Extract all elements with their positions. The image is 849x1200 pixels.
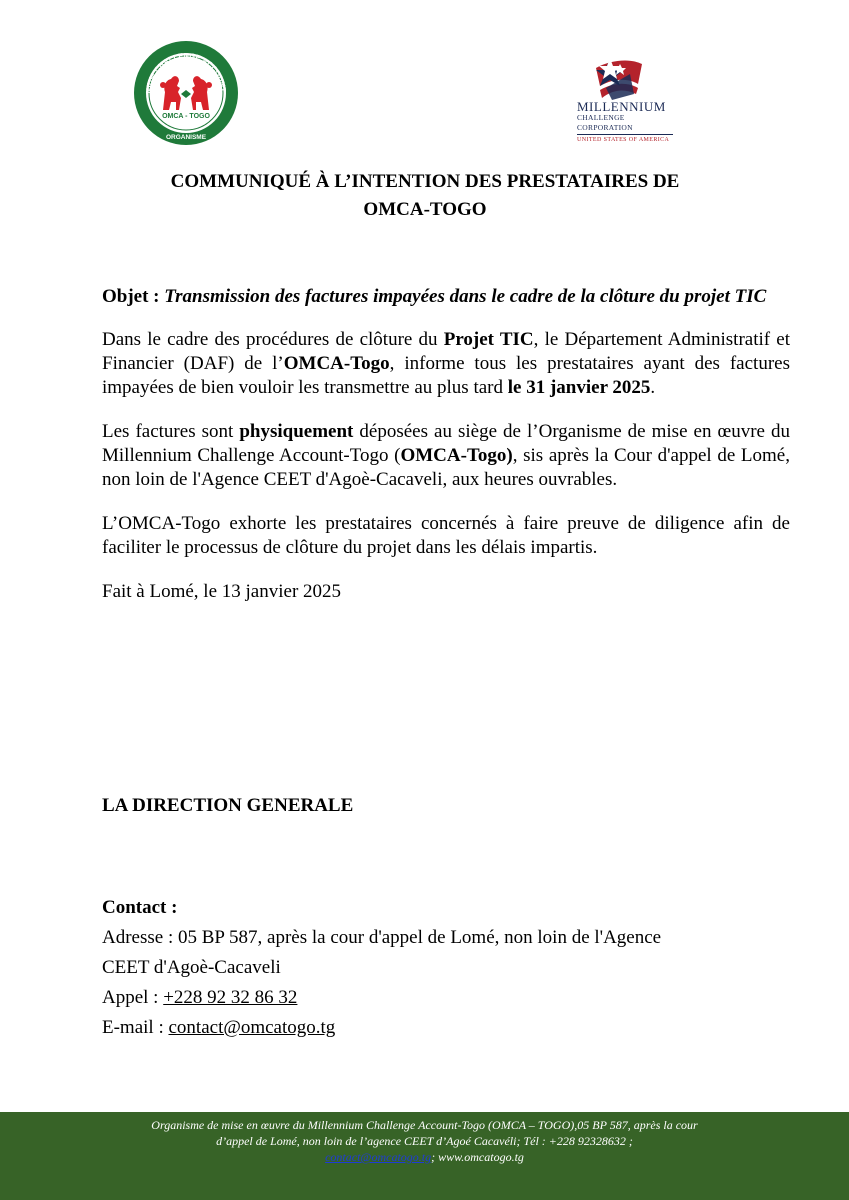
p2-b: physiquement xyxy=(239,421,354,442)
p1-c: , le Département Administratif et Financier (DAF) de l’ xyxy=(102,329,790,374)
p2-f: après la Cour d'appel de Lomé, non loin de l'Agence CEET d'Agoè-Cacaveli, xyxy=(102,445,790,490)
objet-text: Transmission des factures impayées dans le cadre de la clôture du projet TIC xyxy=(164,286,767,307)
phone-link[interactable]: +228 92 32 86 32 xyxy=(163,987,298,1008)
omca-logo-graphic xyxy=(133,40,239,146)
mcc-line-1: MILLENNIUM xyxy=(577,99,666,114)
contact-phone xyxy=(102,983,792,1013)
footer-separator: ; xyxy=(431,1150,439,1164)
email-label: E-mail : xyxy=(102,1017,169,1038)
mcc-line-3: UNITED STATES OF AMERICA xyxy=(577,134,673,145)
omca-ring-text: NIUM CHALLENGE ACCOUNT xyxy=(143,50,229,94)
title-line-1: COMMUNIQUÉ À L’INTENTION DES PRESTATAIRES DE xyxy=(170,171,680,192)
page-title xyxy=(120,168,730,224)
paragraph-1 xyxy=(102,328,790,400)
paragraph-3: L’OMCA-Togo exhorte les prestataires concernés à faire preuve de diligence afin de faciliter le processus de clôture du projet dans les délais impartis. xyxy=(102,513,790,558)
footer-line-1: Organisme de mise en œuvre du Millennium Challenge Account-Togo (OMCA – TOGO),05 BP 587, après la cour xyxy=(151,1118,698,1132)
title-line-2: OMCA-TOGO xyxy=(363,199,487,220)
p1-e: , informe tous les prestataires ayant des factures impayées de bien vouloir les transmettre au plus tard xyxy=(102,353,790,398)
p1-g: . xyxy=(650,377,656,398)
footer-line-3 xyxy=(85,1149,765,1165)
footer-line-2: d’appel de Lomé, non loin de l’agence CEET d’Agoé Cacavéli; Tél : +228 92328632 ; xyxy=(216,1134,633,1148)
email-link[interactable]: contact@omcatogo.tg xyxy=(168,1017,336,1038)
p1-f: le 31 janvier 2025 xyxy=(507,377,651,398)
p2-e: , sis xyxy=(512,445,549,466)
contact-address-line-1: Adresse : 05 BP 587, après la cour d'appel de Lomé, non loin de l'Agence xyxy=(102,927,662,948)
signature-direction: LA DIRECTION GENERALE xyxy=(102,795,354,816)
p1-b: Projet TIC xyxy=(443,329,534,350)
contact-label: Contact : xyxy=(102,897,178,918)
mcc-wordmark xyxy=(577,100,677,145)
p2-c: déposées au siège de l’Organisme de mise en œuvre du Millennium Challenge Account-Togo ( xyxy=(102,421,791,466)
footer-email-link[interactable]: contact@omcatogo.tg xyxy=(325,1150,432,1164)
page-footer xyxy=(0,1112,849,1200)
contact-address-line-2: CEET d'Agoè-Cacaveli xyxy=(102,957,281,978)
p2-a: Les factures sont xyxy=(102,421,240,442)
footer-website[interactable]: www.omcatogo.tg xyxy=(438,1150,524,1164)
contact-email xyxy=(102,1013,792,1043)
p1-a: Dans le cadre des procédures de clôture du xyxy=(102,329,444,350)
p1-d: OMCA-Togo xyxy=(283,353,390,374)
paragraph-2 xyxy=(102,420,790,492)
phone-label: Appel : xyxy=(102,987,164,1008)
contact-block xyxy=(102,893,792,1043)
objet-paragraph xyxy=(102,285,790,309)
mcc-line-2: CHALLENGE CORPORATION xyxy=(577,113,633,132)
omca-bottom-text: ORGANISME xyxy=(165,134,207,141)
omca-center-text: OMCA - TOGO xyxy=(162,113,210,120)
p2-g: aux heures ouvrables. xyxy=(447,469,618,490)
objet-label: Objet : xyxy=(102,286,160,307)
document-body xyxy=(102,285,790,604)
p2-d: OMCA-Togo) xyxy=(400,445,513,466)
omca-togo-logo xyxy=(133,40,239,146)
date-line: Fait à Lomé, le 13 janvier 2025 xyxy=(102,581,342,602)
